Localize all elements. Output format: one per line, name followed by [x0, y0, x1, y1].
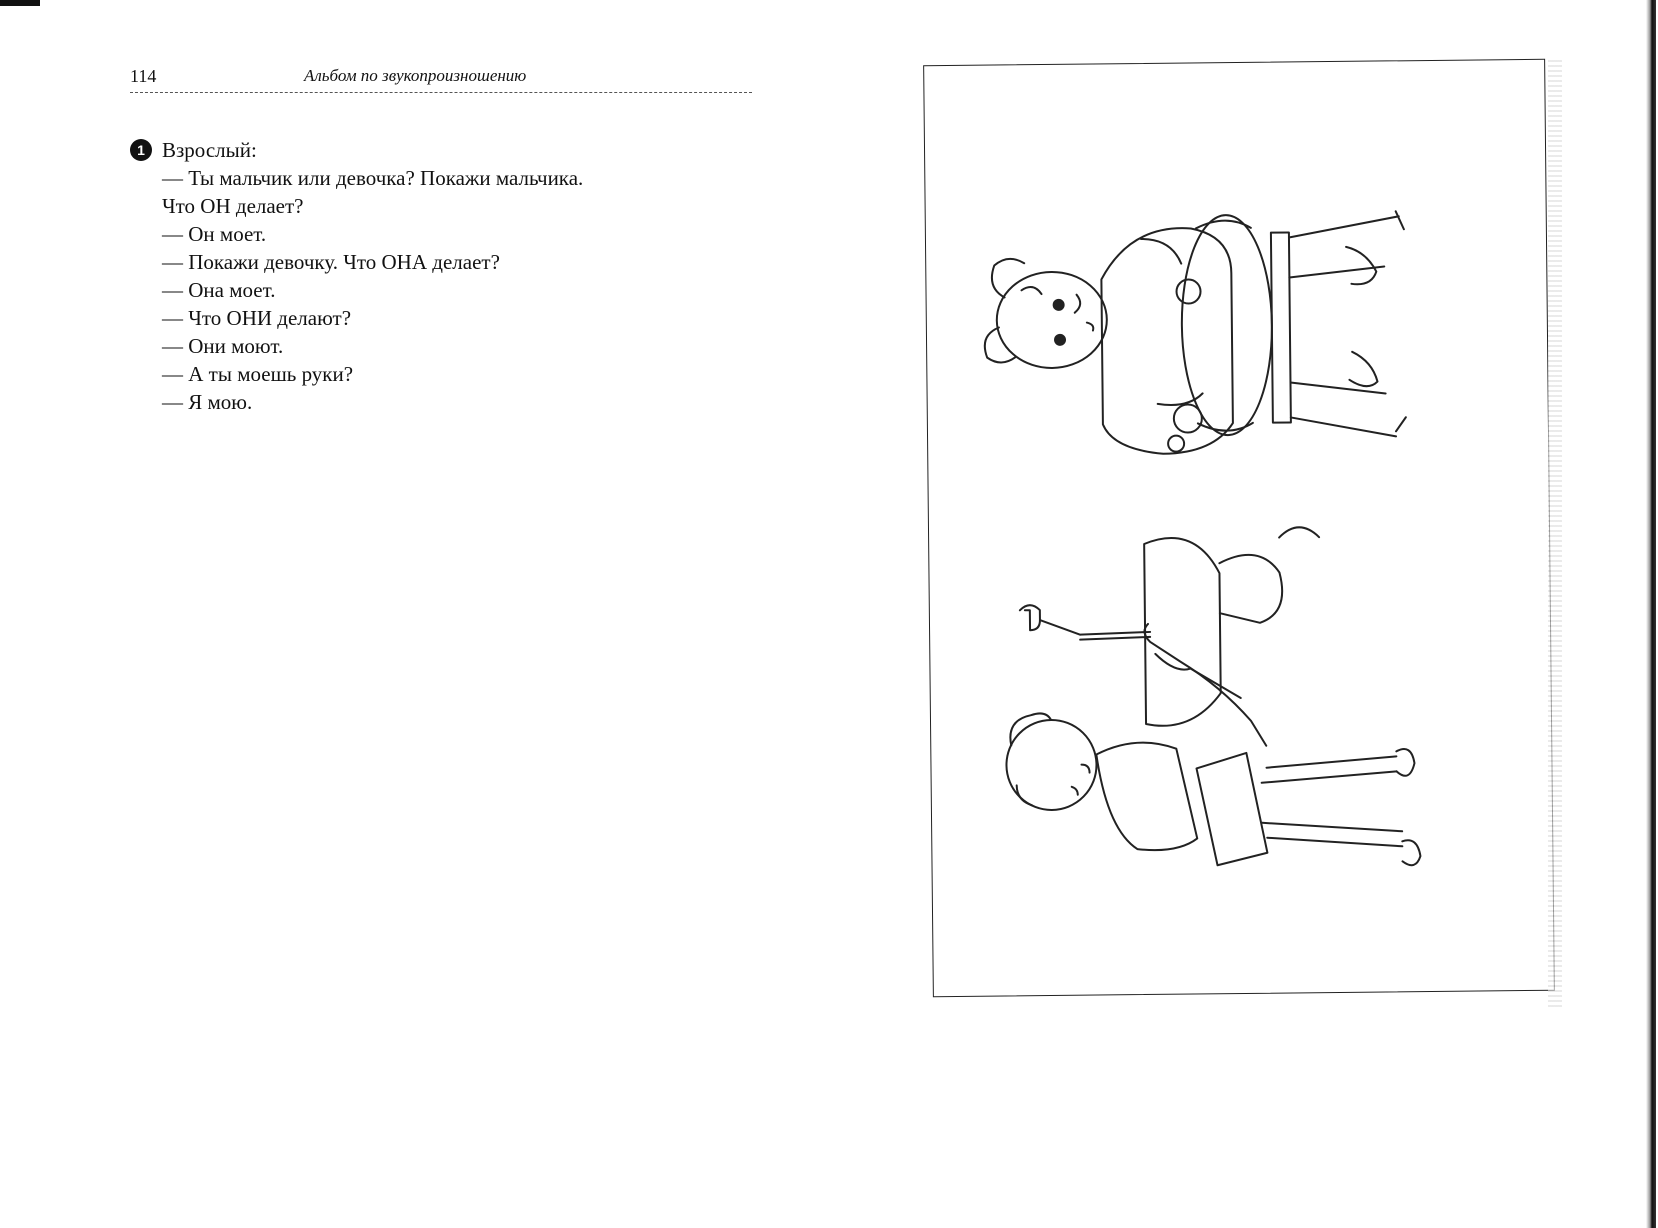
- dialogue-lines: [130, 164, 583, 416]
- running-title: Альбом по звукопроизношению: [304, 66, 527, 85]
- dialogue-line: — Покажи девочку. Что ОНА делает?: [162, 250, 500, 274]
- exercise-heading: [130, 136, 583, 164]
- dialogue-line: — Они моют.: [162, 334, 284, 358]
- book-spine-edge: [1646, 0, 1656, 1228]
- page-edge-shading: [1548, 60, 1562, 1010]
- illustration-frame: [923, 59, 1555, 997]
- corner-scan-mark: [0, 0, 40, 6]
- boy-washing-figure: [1004, 526, 1421, 869]
- dialogue-line: Что ОН делает?: [162, 194, 304, 218]
- dialogue-line: — Он моет.: [162, 222, 267, 246]
- exercise-number-badge: 1: [130, 139, 152, 161]
- dialogue-line: — Она моет.: [162, 278, 276, 302]
- dialogue-line: — Что ОНИ делают?: [162, 306, 352, 330]
- exercise-block: [130, 136, 583, 416]
- dialogue-line: — Я мою.: [162, 390, 253, 414]
- page-header: [130, 64, 752, 93]
- illustration-drawing: [924, 60, 1554, 996]
- dialogue-line: — А ты моешь руки?: [162, 362, 354, 386]
- exercise-lead: Взрослый:: [162, 138, 257, 162]
- page-number: 114: [130, 66, 157, 86]
- girl-washing-figure: [983, 211, 1406, 455]
- dialogue-line: — Ты мальчик или девочка? Покажи мальчика.: [162, 166, 584, 190]
